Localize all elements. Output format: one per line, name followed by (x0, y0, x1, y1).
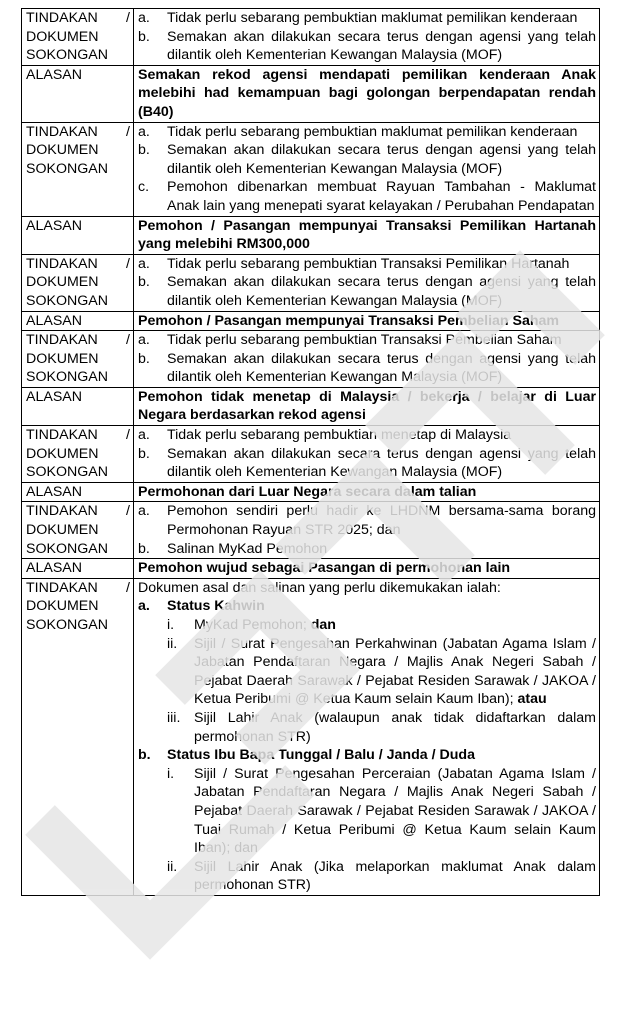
label-slash: / (126, 123, 130, 140)
tindakan-label-line (26, 255, 130, 274)
list-text: Pemohon dibenarkan membuat Rayuan Tambahan - Maklumat Anak lain yang menepati syarat kelayakan / Perubahan Pendapatan (167, 179, 596, 214)
alasan-label-cell (22, 65, 134, 122)
tindakan-label-line (26, 579, 130, 598)
alasan-row (22, 311, 600, 331)
list-marker: a. (138, 427, 150, 444)
alasan-label-cell (22, 311, 134, 331)
tindakan-row (22, 502, 600, 559)
list-item (138, 255, 596, 274)
list-item (138, 141, 596, 178)
tindakan-label-cell (22, 254, 134, 311)
sub-list-item (138, 709, 596, 746)
sub-list-text: MyKad Pemohon; (194, 617, 311, 633)
tindakan-label: TINDAKAN (26, 123, 98, 140)
tindakan-row (22, 9, 600, 66)
tindakan-label-line (26, 331, 130, 350)
tindakan-label-cell (22, 502, 134, 559)
list-marker: a. (138, 255, 150, 272)
list-text: Semakan akan dilakukan secara terus dengan agensi yang telah dilantik oleh Kementerian Kewangan Malaysia (MOF) (167, 274, 596, 309)
sub-list-conjunction: dan (310, 617, 336, 633)
list-text: Tidak perlu sebarang pembuktian maklumat pemilikan kenderaan (167, 123, 578, 140)
list-text: Pemohon sendiri perlu hadir ke LHDNM bersama-sama borang Permohonan Rayuan STR 2025; dan (167, 503, 596, 539)
sub-list-marker: iii. (167, 709, 181, 726)
sub-list-marker: i. (167, 617, 175, 633)
sub-list-text: Sijil Lahir Anak (Jika melaporkan maklumat Anak dalam permohonan STR) (194, 858, 596, 894)
document-table (21, 8, 600, 896)
list-text: Semakan akan dilakukan secara terus dengan agensi yang telah dilantik oleh Kementerian Kewangan Malaysia (MOF) (167, 445, 596, 481)
sub-list-marker: ii. (167, 635, 178, 652)
alasan-row (22, 216, 600, 254)
tindakan-label-line (26, 426, 130, 445)
tindakan-content (134, 254, 600, 311)
list-marker: b. (138, 28, 150, 45)
sub-list-text-wrap (194, 858, 596, 895)
alasan-label: ALASAN (26, 560, 82, 577)
document-table-body (22, 9, 600, 896)
alasan-label: ALASAN (26, 483, 82, 500)
dokumen-label: DOKUMEN (26, 445, 99, 462)
dokumen-label: DOKUMEN (26, 350, 99, 367)
sub-list-conjunction: atau (517, 691, 547, 708)
documents-intro: Dokumen asal dan salinan yang perlu dikemukakan ialah: (138, 579, 501, 596)
sub-list-item (138, 765, 596, 858)
status-title: Status Kahwin (167, 598, 265, 615)
list-text: Salinan MyKad Pemohon (167, 540, 328, 557)
sub-list-text-wrap (194, 635, 596, 709)
tindakan-content (134, 331, 600, 388)
list-text: Semakan akan dilakukan secara terus dengan agensi yang telah dilantik oleh Kementerian Kewangan Malaysia (MOF) (167, 28, 596, 64)
sub-list-text: Sijil / Surat Pengesahan Perkahwinan (Jabatan Agama Islam / Jabatan Pendaftaran Negara / Majlis Anak Negeri Sabah / Pejabat Daerah Sarawak / Pejabat Residen Sarawak / JAKOA / Ketua Peribumi @ Ketua Kaum selain Kaum Iban); (194, 635, 596, 708)
label-slash: / (126, 579, 130, 596)
alasan-label: ALASAN (26, 66, 82, 83)
tindakan-label-cell (22, 426, 134, 483)
label-slash: / (126, 427, 130, 444)
list-text: Tidak perlu sebarang pembuktian maklumat pemilikan kenderaan (167, 10, 578, 26)
label-slash: / (126, 10, 130, 26)
list-marker: a. (138, 598, 150, 615)
label-slash: / (126, 255, 130, 272)
alasan-label-cell (22, 482, 134, 502)
sub-list-text: Sijil Lahir Anak (walaupun anak tidak didaftarkan dalam permohonan STR) (194, 709, 596, 745)
dokumen-label: DOKUMEN (26, 522, 99, 539)
sub-list-item (138, 616, 596, 635)
tindakan-content (134, 502, 600, 559)
tindakan-content (134, 426, 600, 483)
sub-list-text: Sijil / Surat Pengesahan Perceraian (Jabatan Agama Islam / Jabatan Pendaftaran Negara / Majlis Anak Negeri Sabah / Pejabat Daerah Sarawak / Pejabat Residen Sarawak / JAKOA / Tuai Rumah / Ketua Peribumi @ Ketua Kaum selain Kaum Iban); dan (194, 765, 596, 857)
list-item (138, 28, 596, 65)
list-marker: b. (138, 350, 150, 367)
alasan-text: Pemohon tidak menetap di Malaysia / bekerja / belajar di Luar Negara berdasarkan rekod agensi (134, 387, 600, 425)
dokumen-label: DOKUMEN (26, 598, 99, 615)
list-marker: b. (138, 274, 150, 291)
tindakan-row (22, 254, 600, 311)
dokumen-label: DOKUMEN (26, 142, 99, 159)
list-item (138, 445, 596, 482)
tindakan-label: TINDAKAN (26, 427, 98, 444)
list-marker: b. (138, 445, 150, 462)
alasan-label-cell (22, 216, 134, 254)
sub-list-text-wrap (194, 616, 596, 635)
tindakan-content (134, 122, 600, 216)
sub-list-item (138, 635, 596, 709)
list-item (138, 9, 596, 28)
alasan-text: Semakan rekod agensi mendapati pemilikan kenderaan Anak melebihi had kemampuan bagi golongan berpendapatan rendah (B40) (134, 65, 600, 122)
alasan-row (22, 559, 600, 579)
tindakan-label-cell (22, 578, 134, 895)
alasan-row (22, 387, 600, 425)
sub-list-item (138, 858, 596, 895)
tindakan-row (22, 578, 600, 895)
status-heading (138, 597, 596, 616)
sokongan-label: SOKONGAN (26, 292, 108, 309)
list-text: Tidak perlu sebarang pembuktian menetap di Malaysia (167, 427, 512, 444)
sub-list-marker: i. (167, 765, 175, 782)
alasan-text: Permohonan dari Luar Negara secara dalam talian (134, 482, 600, 502)
sokongan-label: SOKONGAN (26, 540, 108, 557)
status-heading (138, 746, 596, 765)
list-marker: a. (138, 503, 150, 520)
sub-list-marker: ii. (167, 858, 178, 875)
list-item (138, 540, 596, 559)
list-marker: a. (138, 332, 150, 349)
tindakan-row (22, 331, 600, 388)
tindakan-row (22, 122, 600, 216)
alasan-label-cell (22, 387, 134, 425)
list-item (138, 426, 596, 445)
sokongan-label: SOKONGAN (26, 369, 108, 386)
label-slash: / (126, 332, 130, 349)
list-text: Semakan akan dilakukan secara terus dengan agensi yang telah dilantik oleh Kementerian Kewangan Malaysia (MOF) (167, 142, 596, 177)
list-item (138, 123, 596, 142)
tindakan-label: TINDAKAN (26, 332, 98, 349)
tindakan-content (134, 9, 600, 66)
tindakan-label-cell (22, 331, 134, 388)
tindakan-label-cell (22, 9, 134, 66)
sub-list-text-wrap (194, 765, 596, 858)
tindakan-label: TINDAKAN (26, 255, 98, 272)
tindakan-label: TINDAKAN (26, 10, 98, 26)
list-item (138, 178, 596, 215)
list-marker: b. (138, 142, 150, 159)
alasan-label: ALASAN (26, 388, 82, 405)
list-marker: a. (138, 10, 150, 26)
alasan-label: ALASAN (26, 217, 82, 234)
tindakan-label: TINDAKAN (26, 503, 98, 520)
list-item (138, 350, 596, 387)
list-marker: a. (138, 123, 150, 140)
sub-list-text-wrap (194, 709, 596, 746)
sokongan-label: SOKONGAN (26, 160, 108, 177)
tindakan-content (134, 578, 600, 895)
sokongan-label: SOKONGAN (26, 47, 108, 64)
list-marker: b. (138, 540, 150, 557)
list-item (138, 502, 596, 539)
list-item (138, 273, 596, 310)
sokongan-label: SOKONGAN (26, 464, 108, 481)
list-marker: b. (138, 747, 151, 764)
alasan-row (22, 65, 600, 122)
dokumen-label: DOKUMEN (26, 274, 99, 291)
tindakan-label-line (26, 502, 130, 521)
dokumen-label: DOKUMEN (26, 28, 99, 45)
list-text: Tidak perlu sebarang pembuktian Transaksi Pembelian Saham (167, 332, 562, 349)
alasan-text: Pemohon / Pasangan mempunyai Transaksi Pembelian Saham (134, 311, 600, 331)
tindakan-label-line (26, 9, 130, 28)
alasan-row (22, 482, 600, 502)
sokongan-label: SOKONGAN (26, 617, 108, 633)
tindakan-label-line (26, 123, 130, 142)
list-text: Semakan akan dilakukan secara terus dengan agensi yang telah dilantik oleh Kementerian Kewangan Malaysia (MOF) (167, 350, 596, 386)
list-text: Tidak perlu sebarang pembuktian Transaksi Pemilikan Hartanah (167, 255, 570, 272)
tindakan-row (22, 426, 600, 483)
alasan-label: ALASAN (26, 312, 82, 329)
alasan-text: Pemohon / Pasangan mempunyai Transaksi Pemilikan Hartanah yang melebihi RM300,000 (134, 216, 600, 254)
alasan-label-cell (22, 559, 134, 579)
list-marker: c. (138, 179, 150, 196)
tindakan-label-cell (22, 122, 134, 216)
label-slash: / (126, 503, 130, 520)
tindakan-label: TINDAKAN (26, 579, 98, 596)
list-item (138, 331, 596, 350)
status-title: Status Ibu Bapa Tunggal / Balu / Janda / Duda (167, 747, 475, 764)
alasan-text: Pemohon wujud sebagai Pasangan di permohonan lain (134, 559, 600, 579)
